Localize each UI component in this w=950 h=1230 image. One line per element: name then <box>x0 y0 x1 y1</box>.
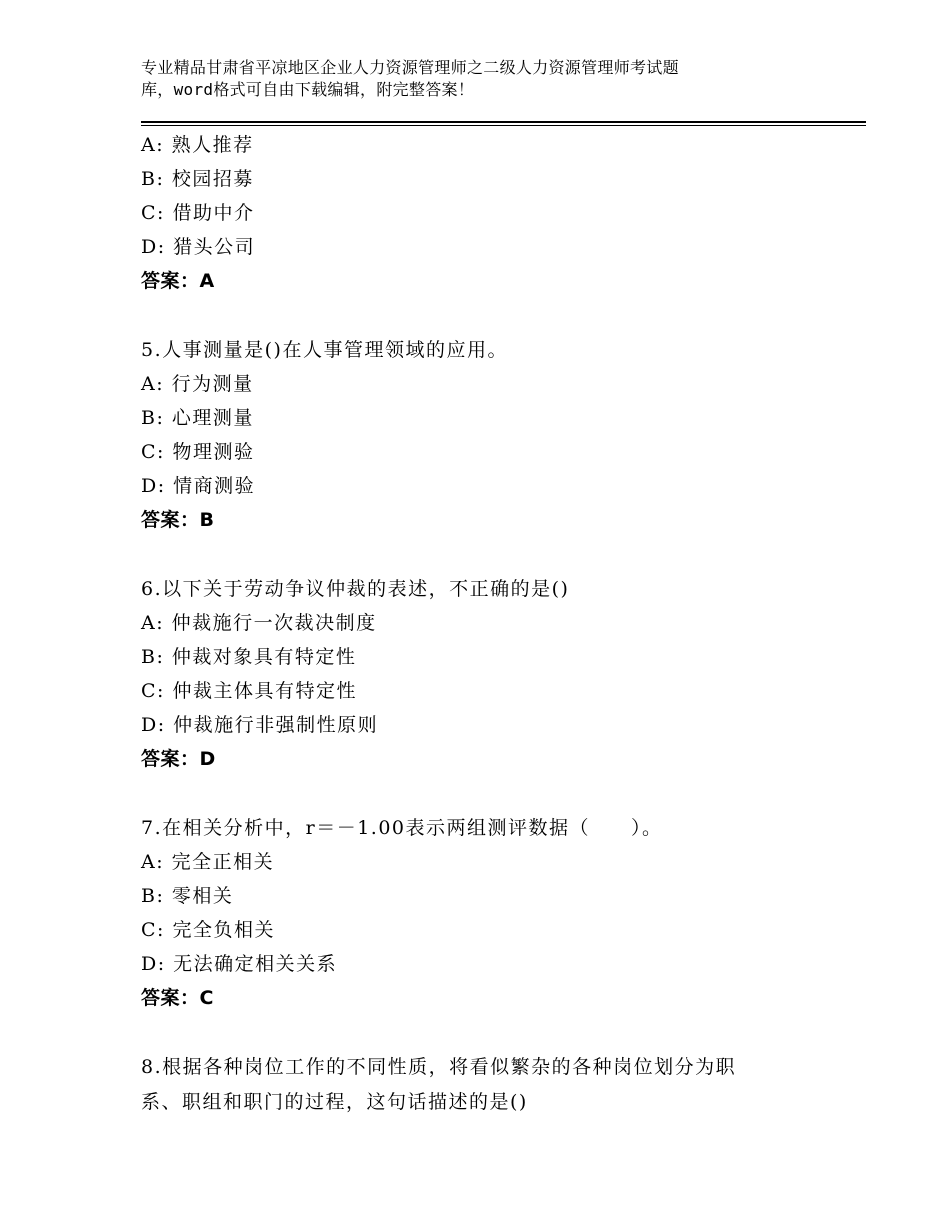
answer-label: 答案：B <box>141 509 215 531</box>
question-stem: 7.在相关分析中，r＝－1.00表示两组测评数据（ ）。 <box>141 817 663 839</box>
question-5 <box>141 333 866 537</box>
question-list <box>141 128 866 1120</box>
option-a: A: 熟人推荐 <box>141 134 254 156</box>
option-d: D: 无法确定相关关系 <box>141 953 338 975</box>
option-d: D: 情商测验 <box>141 475 256 497</box>
option-c: C: 借助中介 <box>141 202 255 224</box>
question-6 <box>141 572 866 776</box>
option-c: C: 仲裁主体具有特定性 <box>141 680 357 702</box>
header-line-1: 专业精品甘肃省平凉地区企业人力资源管理师之二级人力资源管理师考试题 <box>141 58 679 77</box>
option-b: B: 仲裁对象具有特定性 <box>141 646 357 668</box>
answer-label: 答案：D <box>141 748 216 770</box>
question-4 <box>141 128 866 298</box>
option-c: C: 完全负相关 <box>141 919 275 941</box>
header-divider-thick <box>141 121 866 123</box>
document-header <box>141 57 801 101</box>
option-b: B: 零相关 <box>141 885 234 907</box>
option-d: D: 猎头公司 <box>141 236 256 258</box>
option-b: B: 心理测量 <box>141 407 254 429</box>
option-a: A: 仲裁施行一次裁决制度 <box>141 612 377 634</box>
answer-label: 答案：A <box>141 270 215 292</box>
option-a: A: 完全正相关 <box>141 851 275 873</box>
question-stem-line-1: 8.根据各种岗位工作的不同性质，将看似繁杂的各种岗位划分为职 <box>141 1056 737 1078</box>
question-8 <box>141 1050 866 1120</box>
header-line-2: 库，word格式可自由下载编辑，附完整答案！ <box>141 80 475 99</box>
question-stem: 6.以下关于劳动争议仲裁的表述，不正确的是() <box>141 578 570 600</box>
question-stem-line-2: 系、职组和职门的过程，这句话描述的是() <box>141 1091 528 1113</box>
header-divider-thin <box>141 125 866 126</box>
option-d: D: 仲裁施行非强制性原则 <box>141 714 379 736</box>
option-b: B: 校园招募 <box>141 168 254 190</box>
answer-label: 答案：C <box>141 987 214 1009</box>
question-stem: 5.人事测量是()在人事管理领域的应用。 <box>141 339 508 361</box>
option-a: A: 行为测量 <box>141 373 254 395</box>
question-7 <box>141 811 866 1015</box>
option-c: C: 物理测验 <box>141 441 255 463</box>
